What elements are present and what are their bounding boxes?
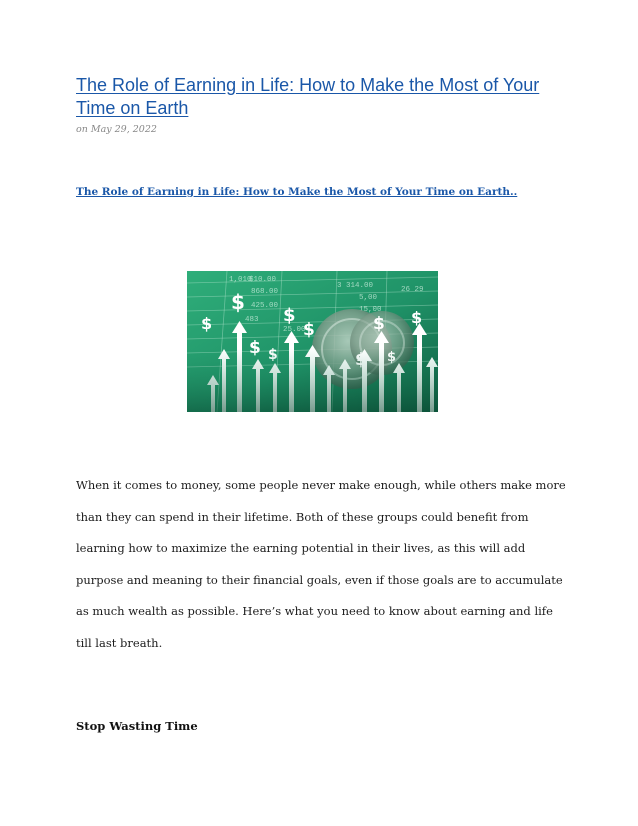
post-date: on May 29, 2022 [76,124,157,135]
image-vignette [187,271,438,412]
article-paragraph: When it comes to money, some people never make enough, while others make more than they can spend in their lifetime. Both of these groups could benefit from learning how to maximize the earning potential in their lives, as this will add purpose and meaning to their financial goals, even if those goals are to accumulate as much wealth as possible. Here’s what you need to know about earning and life till last breath. [76,478,566,650]
money-growth-illustration [187,271,438,412]
section-heading: Stop Wasting Time [76,719,198,733]
article-title-link[interactable]: The Role of Earning in Life: How to Make the Most of Your Time on Earth [76,75,540,118]
hero-image [187,271,438,412]
article-inline-link[interactable]: The Role of Earning in Life: How to Make the Most of Your Time on Earth.. [76,186,518,198]
